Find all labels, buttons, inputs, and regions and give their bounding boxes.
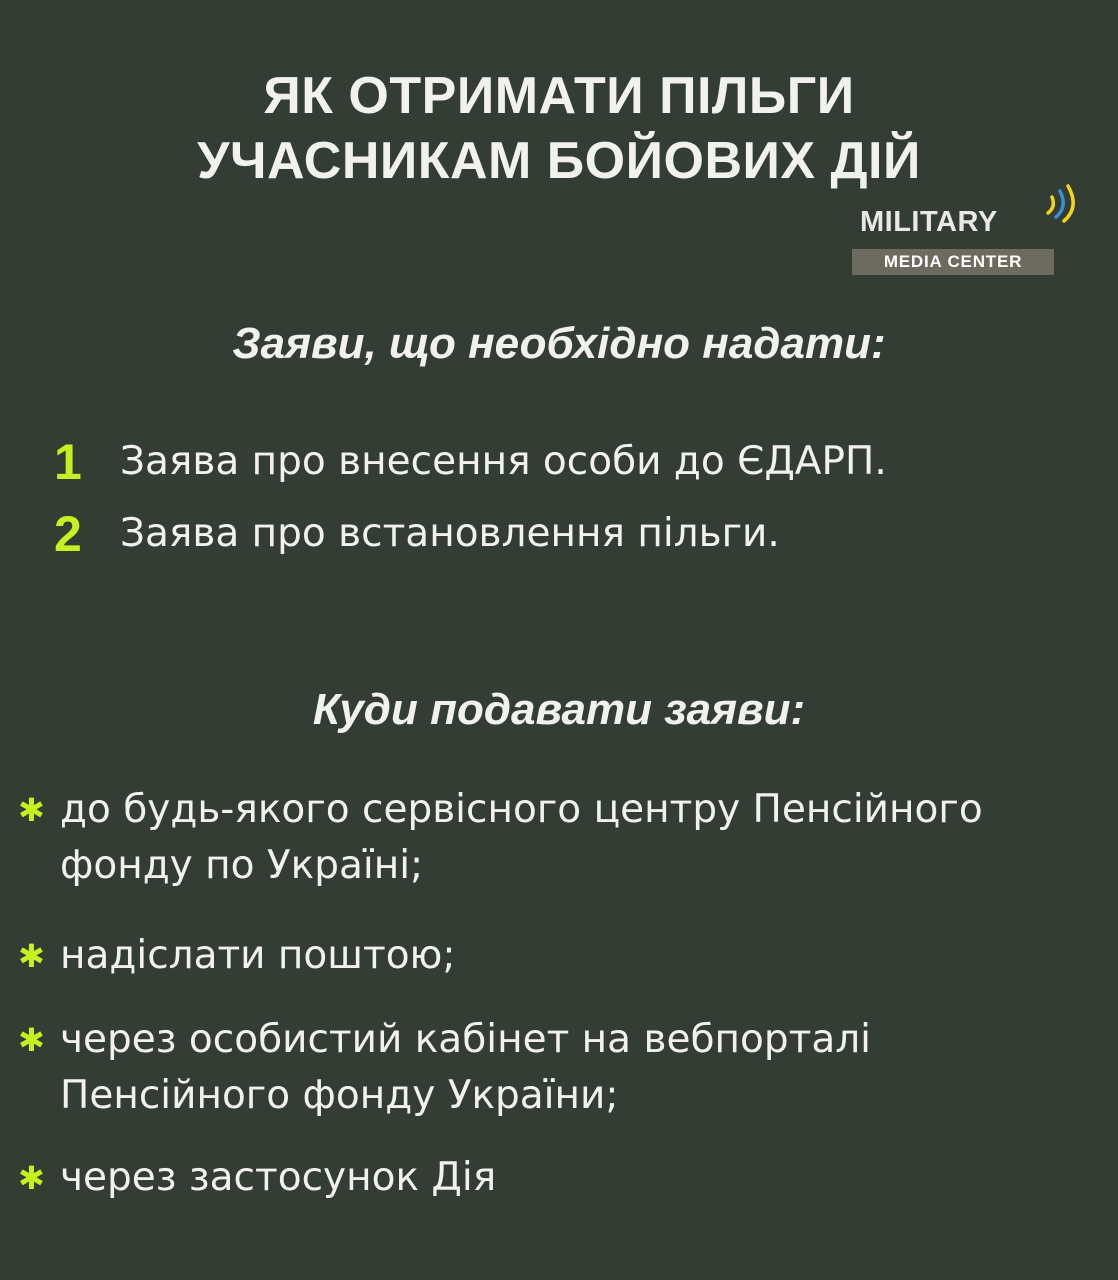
item-number-1: 1	[54, 434, 82, 490]
title-line-2: УЧАСНИКАМ БОЙОВИХ ДІЙ	[197, 132, 921, 190]
logo-subtitle: MEDIA CENTER	[852, 249, 1054, 275]
where-item-1: до будь-якого сервісного центру Пенсійного фонду по Україні;	[60, 787, 983, 888]
where-item-3: через особистий кабінет на вебпорталі Пенсійного фонду України;	[60, 1017, 872, 1118]
item-number-2: 2	[54, 506, 82, 562]
title-line-1: ЯК ОТРИМАТИ ПІЛЬГИ	[263, 67, 855, 125]
application-item-1: Заява про внесення особи до ЄДАРП.	[120, 439, 887, 484]
where-item-4: через застосунок Дія	[60, 1155, 497, 1200]
bullet-icon: ✱	[18, 937, 45, 975]
logo-word: MILITARY	[860, 206, 998, 238]
bullet-icon: ✱	[18, 1159, 45, 1197]
application-item-2: Заява про встановлення пільги.	[120, 511, 780, 556]
where-heading: Куди подавати заяви:	[312, 685, 806, 734]
applications-heading: Заяви, що необхідно надати:	[232, 319, 886, 368]
signal-waves-icon	[1042, 183, 1086, 231]
bullet-icon: ✱	[18, 791, 45, 829]
where-item-2: надіслати поштою;	[60, 933, 456, 978]
bullet-icon: ✱	[18, 1021, 45, 1059]
military-media-center-logo	[852, 183, 1092, 283]
